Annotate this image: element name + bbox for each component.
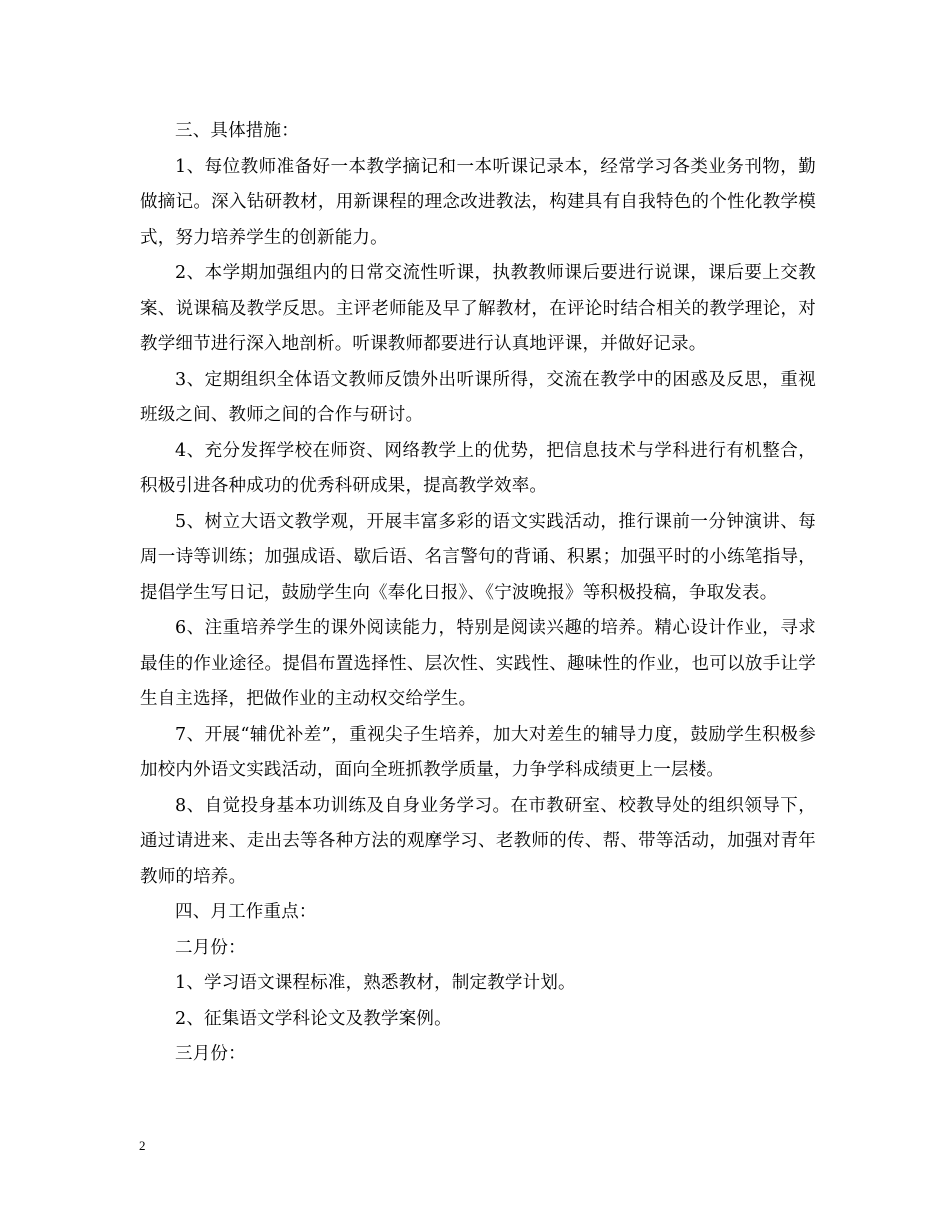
- measure-item-6: 6、注重培养学生的课外阅读能力，特别是阅读兴趣的培养。精心设计作业，寻求最佳的作业途径。提倡布置选择性、层次性、实践性、趣味性的作业，也可以放手让学生自主选择，把做作业的主动权交给学生。: [140, 618, 816, 709]
- february-item-1: 1、学习语文课程标准，熟悉教材，制定教学计划。: [175, 973, 576, 993]
- page-number: 2: [139, 1138, 146, 1153]
- measure-item-2: 2、本学期加强组内的日常交流性听课，执教教师课后要进行说课，课后要上交教案、说课稿及教学反思。主评老师能及早了解教材，在评论时结合相关的教学理论，对教学细节进行深入地剖析。听课教师都要进行认真地评课，并做好记录。: [140, 263, 816, 354]
- document-body: [140, 114, 816, 1073]
- measure-item-8: 8、自觉投身基本功训练及自身业务学习。在市教研室、校教导处的组织领导下，通过请进来、走出去等各种方法的观摩学习、老教师的传、帮、带等活动，加强对青年教师的培养。: [140, 795, 816, 887]
- measure-item-3: 3、定期组织全体语文教师反馈外出听课所得，交流在教学中的困惑及反思，重视班级之间、教师之间的合作与研讨。: [140, 369, 816, 425]
- february-item-2: 2、征集语文学科论文及教学案例。: [175, 1008, 452, 1029]
- month-heading-march: 三月份：: [175, 1044, 246, 1064]
- measure-item-7: 7、开展“辅优补差”，重视尖子生培养，加大对差生的辅导力度，鼓励学生积极参加校内外语文实践活动，面向全班抓教学质量，力争学科成绩更上一层楼。: [140, 724, 816, 780]
- section-heading-monthly-focus: 四、月工作重点：: [175, 902, 317, 922]
- section-heading-measures: 三、具体措施：: [175, 121, 299, 141]
- month-heading-february: 二月份：: [175, 937, 246, 958]
- measure-item-4: 4、充分发挥学校在师资、网络教学上的优势，把信息技术与学科进行有机整合，积极引进各种成功的优秀科研成果，提高教学效率。: [140, 440, 816, 496]
- measure-item-5: 5、树立大语文教学观，开展丰富多彩的语文实践活动，推行课前一分钟演讲、每周一诗等训练；加强成语、歇后语、名言警句的背诵、积累；加强平时的小练笔指导，提倡学生写日记，鼓励学生向《奉化日报》、《宁波晚报》等积极投稿，争取发表。: [140, 511, 816, 603]
- measure-item-1: 1、每位教师准备好一本教学摘记和一本听课记录本，经常学习各类业务刊物，勤做摘记。深入钻研教材，用新课程的理念改进教法，构建具有自我特色的个性化教学模式，努力培养学生的创新能力。: [140, 156, 816, 248]
